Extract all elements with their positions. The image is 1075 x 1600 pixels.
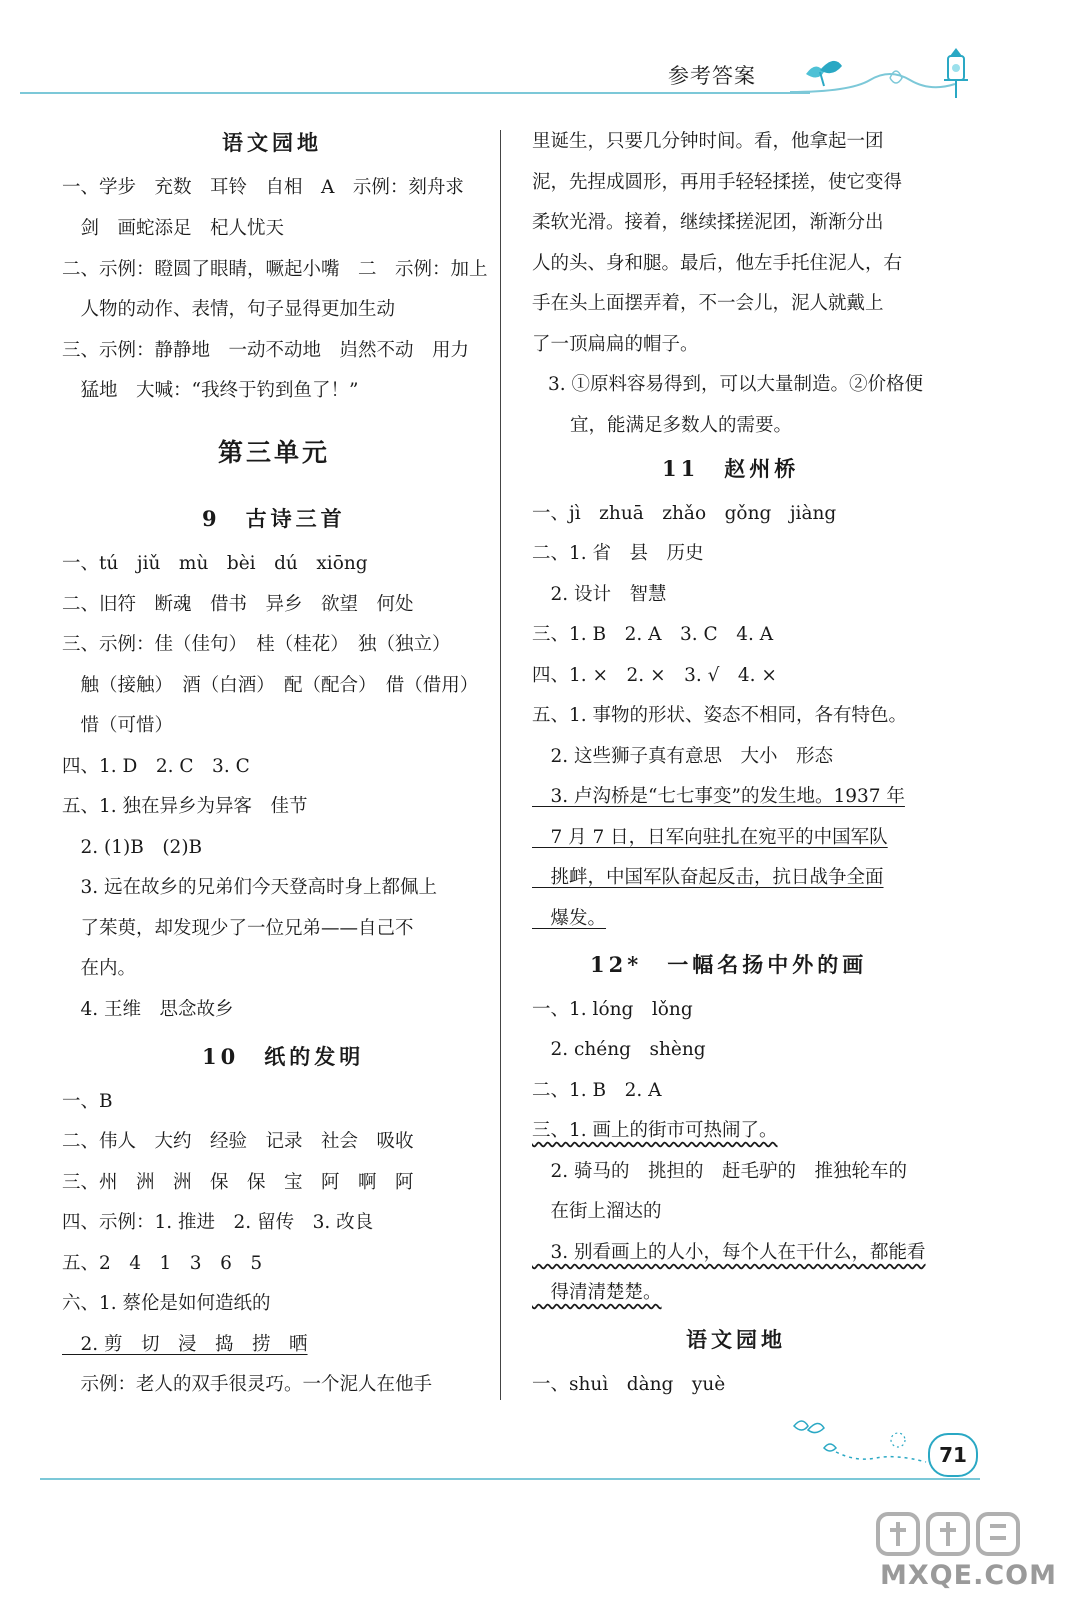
answer-line-wavy: 得清清楚楚。 (532, 1282, 662, 1303)
answer-line: 一、shuì dàng yuè (532, 1374, 726, 1395)
footer-rule (40, 1478, 980, 1480)
answer-line: 二、1. 省 县 历史 (532, 543, 704, 564)
answer-line: 三、示例：静静地 一动不动地 岿然不动 用力 (62, 340, 470, 361)
answer-line: 2. 这些狮子真有意思 大小 形态 (532, 746, 834, 767)
answer-line: 人物的动作、表情，句子显得更加生动 (62, 299, 396, 320)
lesson-heading: 12* 一幅名扬中外的画 (590, 952, 868, 977)
answer-line: 惜（可惜） (62, 715, 174, 736)
answer-line: 一、B (62, 1091, 113, 1112)
answer-line: 二、伟人 大约 经验 记录 社会 吸收 (62, 1131, 414, 1152)
answer-line: 三、1. B 2. A 3. C 4. A (532, 624, 774, 645)
page-header (20, 40, 980, 100)
answer-line: 在街上溜达的 (532, 1201, 662, 1222)
section-heading: 语文园地 (222, 130, 322, 155)
lesson-heading: 9 古诗三首 (202, 506, 346, 531)
answer-line: 3. ①原料容易得到，可以大量制造。②价格便 (548, 374, 924, 395)
answer-line: 手在头上面摆弄着，不一会儿，泥人就戴上 (532, 293, 884, 314)
answer-line: 猛地 大喊：“我终于钓到鱼了！” (62, 380, 359, 401)
answer-line: 一、1. lóng lǒng (532, 999, 693, 1020)
answer-line: 2. 骑马的 挑担的 赶毛驴的 推独轮车的 (532, 1161, 908, 1182)
answer-line: 柔软光滑。接着，继续揉搓泥团，渐渐分出 (532, 212, 884, 233)
answer-line-underlined: 2. 剪 切 浸 捣 捞 晒 (62, 1334, 308, 1355)
answer-line: 一、tú jiǔ mù bèi dú xiōng (62, 553, 368, 574)
answer-line: 三、州 洲 洲 保 保 宝 阿 啊 阿 (62, 1172, 414, 1193)
answer-line: 了茱萸，却发现少了一位兄弟——自己不 (62, 918, 414, 939)
answer-line: 一、jì zhuā zhǎo gǒng jiàng (532, 503, 837, 524)
butterfly-lamp-decoration-icon (790, 40, 990, 110)
answer-line-underlined: 爆发。 (532, 908, 607, 929)
answer-line: 泥，先捏成圆形，再用手轻轻揉搓，使它变得 (532, 172, 903, 193)
lesson-heading: 11 赵州桥 (662, 456, 800, 481)
answer-line: 里诞生，只要几分钟时间。看，他拿起一团 (532, 131, 884, 152)
answer-line: 宜，能满足多数人的需要。 (570, 415, 793, 436)
answer-line: 一、学步 充数 耳铃 自相 A 示例：刻舟求 (62, 177, 464, 198)
answer-line-underlined: 3. 卢沟桥是“七七事变”的发生地。1937 年 (532, 786, 905, 807)
section-heading: 语文园地 (686, 1327, 786, 1352)
answer-line: 四、1. × 2. × 3. √ 4. × (532, 665, 777, 686)
answer-line: 二、旧符 断魂 借书 异乡 欲望 何处 (62, 594, 414, 615)
answer-line: 二、1. B 2. A (532, 1080, 662, 1101)
answer-line: 五、1. 独在异乡为异客 佳节 (62, 796, 308, 817)
answer-line-underlined: 挑衅，中国军队奋起反击，抗日战争全面 (532, 867, 884, 888)
answer-line: 五、1. 事物的形状、姿态不相同，各有特色。 (532, 705, 908, 726)
answer-line-wavy: 三、1. 画上的街市可热闹了。 (532, 1120, 778, 1141)
column-divider (500, 130, 501, 1400)
unit-heading: 第三单元 (218, 438, 331, 467)
answer-line: 四、示例：1. 推进 2. 留传 3. 改良 (62, 1212, 374, 1233)
answer-line: 五、2 4 1 3 6 5 (62, 1253, 263, 1274)
answer-line: 2. chéng shèng (532, 1039, 706, 1060)
watermark-text: MXQE.COM (880, 1560, 1057, 1591)
answer-line: 了一顶扁扁的帽子。 (532, 334, 699, 355)
footer-butterfly-icon (780, 1408, 930, 1478)
answer-line: 剑 画蛇添足 杞人忧天 (62, 218, 285, 239)
answer-line: 二、示例：瞪圆了眼睛，噘起小嘴 二 示例：加上 (62, 259, 488, 280)
answer-line: 触（接触） 酒（白酒） 配（配合） 借（借用） (62, 675, 479, 696)
answer-line-wavy: 3. 别看画上的人小，每个人在干什么，都能看 (532, 1242, 926, 1263)
answer-line: 2. 设计 智慧 (532, 584, 667, 605)
answer-line: 3. 远在故乡的兄弟们今天登高时身上都佩上 (62, 877, 438, 898)
header-title: 参考答案 (668, 64, 756, 88)
answer-line: 2. (1)B (2)B (62, 837, 203, 858)
answer-line: 在内。 (62, 958, 137, 979)
answer-line-underlined: 7 月 7 日，日军向驻扎在宛平的中国军队 (532, 827, 888, 848)
answer-line: 人的头、身和腿。最后，他左手托住泥人，右 (532, 253, 903, 274)
answer-line: 四、1. D 2. C 3. C (62, 756, 250, 777)
answer-line: 三、示例：佳（佳句） 桂（桂花） 独（独立） (62, 634, 451, 655)
answer-line: 示例：老人的双手很灵巧。一个泥人在他手 (62, 1374, 433, 1395)
lesson-heading: 10 纸的发明 (202, 1044, 365, 1069)
answer-line: 六、1. 蔡伦是如何造纸的 (62, 1293, 271, 1314)
header-rule (20, 92, 810, 94)
answer-line: 4. 王维 思念故乡 (62, 999, 234, 1020)
page-number: 71 (928, 1433, 978, 1477)
